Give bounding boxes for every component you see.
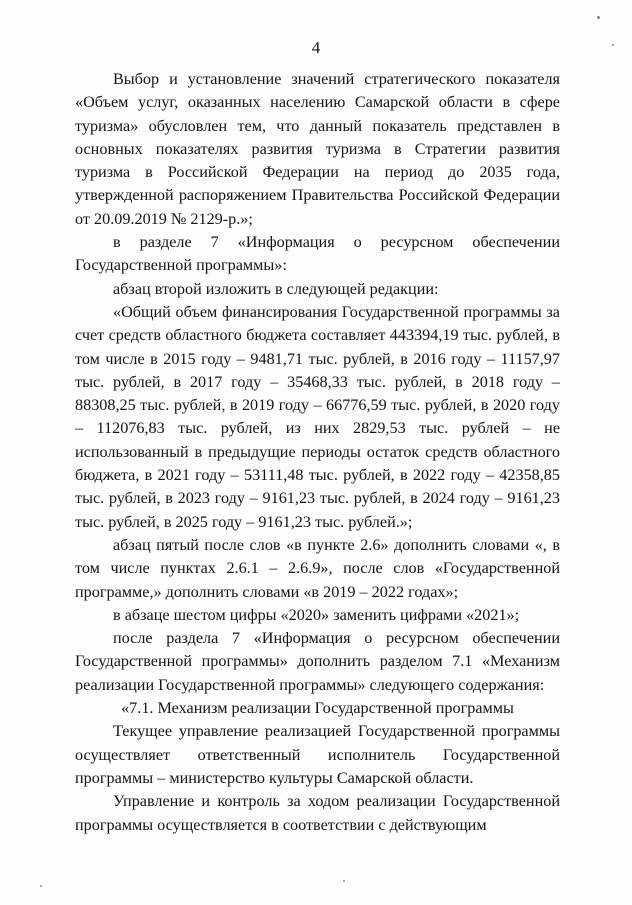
paragraph-sixth-abzac-amendment: в абзаце шестом цифры «2020» заменить цифрами «2021»; [113,605,520,624]
paragraph-management-control: Управление и контроль за ходом реализации Государственной программы осуществляется в соответствии с действующим [75,792,560,834]
document-body [75,68,560,837]
scan-speck [343,880,345,882]
scan-speck [612,44,614,46]
paragraph-section-7-intro: в разделе 7 «Информация о ресурсном обеспечении Государственной программы»: [75,233,560,275]
paragraph-fifth-abzac-amendment: абзац пятый после слов «в пункте 2.6» дополнить словами «, в том числе пунктах 2.6.1 – 2.6.9», после слов «Государственной программе,» дополнить словами «в 2019 – 2022 годах»; [75,535,560,601]
paragraph-add-section-7-1: после раздела 7 «Информация о ресурсном обеспечении Государственной программы» дополнить разделом 7.1 «Механизм реализации Государственной программы» следующего содержания: [75,629,560,694]
section-7-1-heading: «7.1. Механизм реализации Государственной программы [121,699,514,718]
paragraph-current-management: Текущее управление реализацией Государственной программы осуществляет ответственный исполнитель Государственной программы – министерство культуры Самарской области. [75,722,560,787]
paragraph-indicator-rationale: Выбор и установление значений стратегического показателя «Объем услуг, оказанных населению Самарской области в сфере туризма» обусловлен тем, что данный показатель представлен в основных показателях развития туризма в Стратегии развития туризма в Российской Федерации на период до 2035 года, утвержденной распоряжением Правительства Российской Федерации от 20.09.2019 № 2129-р.»; [75,70,560,228]
scan-speck [40,885,42,887]
paragraph-second-abzac-instruction: абзац второй изложить в следующей редакции: [113,279,439,298]
page-number: 4 [311,38,321,57]
scan-speck [597,16,600,19]
paragraph-financing-amounts: «Общий объем финансирования Государственной программы за счет средств областного бюджета составляет 443394,19 тыс. рублей, в том числе в 2015 году – 9481,71 тыс. рублей, в 2016 году – 11157,97 тыс. рублей, в 2017 году – 35468,33 тыс. рублей, в 2018 году – 88308,25 тыс. рублей, в 2019 году – 66776,59 тыс. рублей, в 2020 году – 112076,83 тыс. рублей, из них 2829,53 тыс. рублей – не использованный в предыдущие периоды остаток средств областного бюджета, в 2021 году – 53111,48 тыс. рублей, в 2022 году – 42358,85 тыс. рублей, в 2023 году – 9161,23 тыс. рублей, в 2024 году – 9161,23 тыс. рублей, в 2025 году – 9161,23 тыс. рублей.»; [75,302,560,531]
